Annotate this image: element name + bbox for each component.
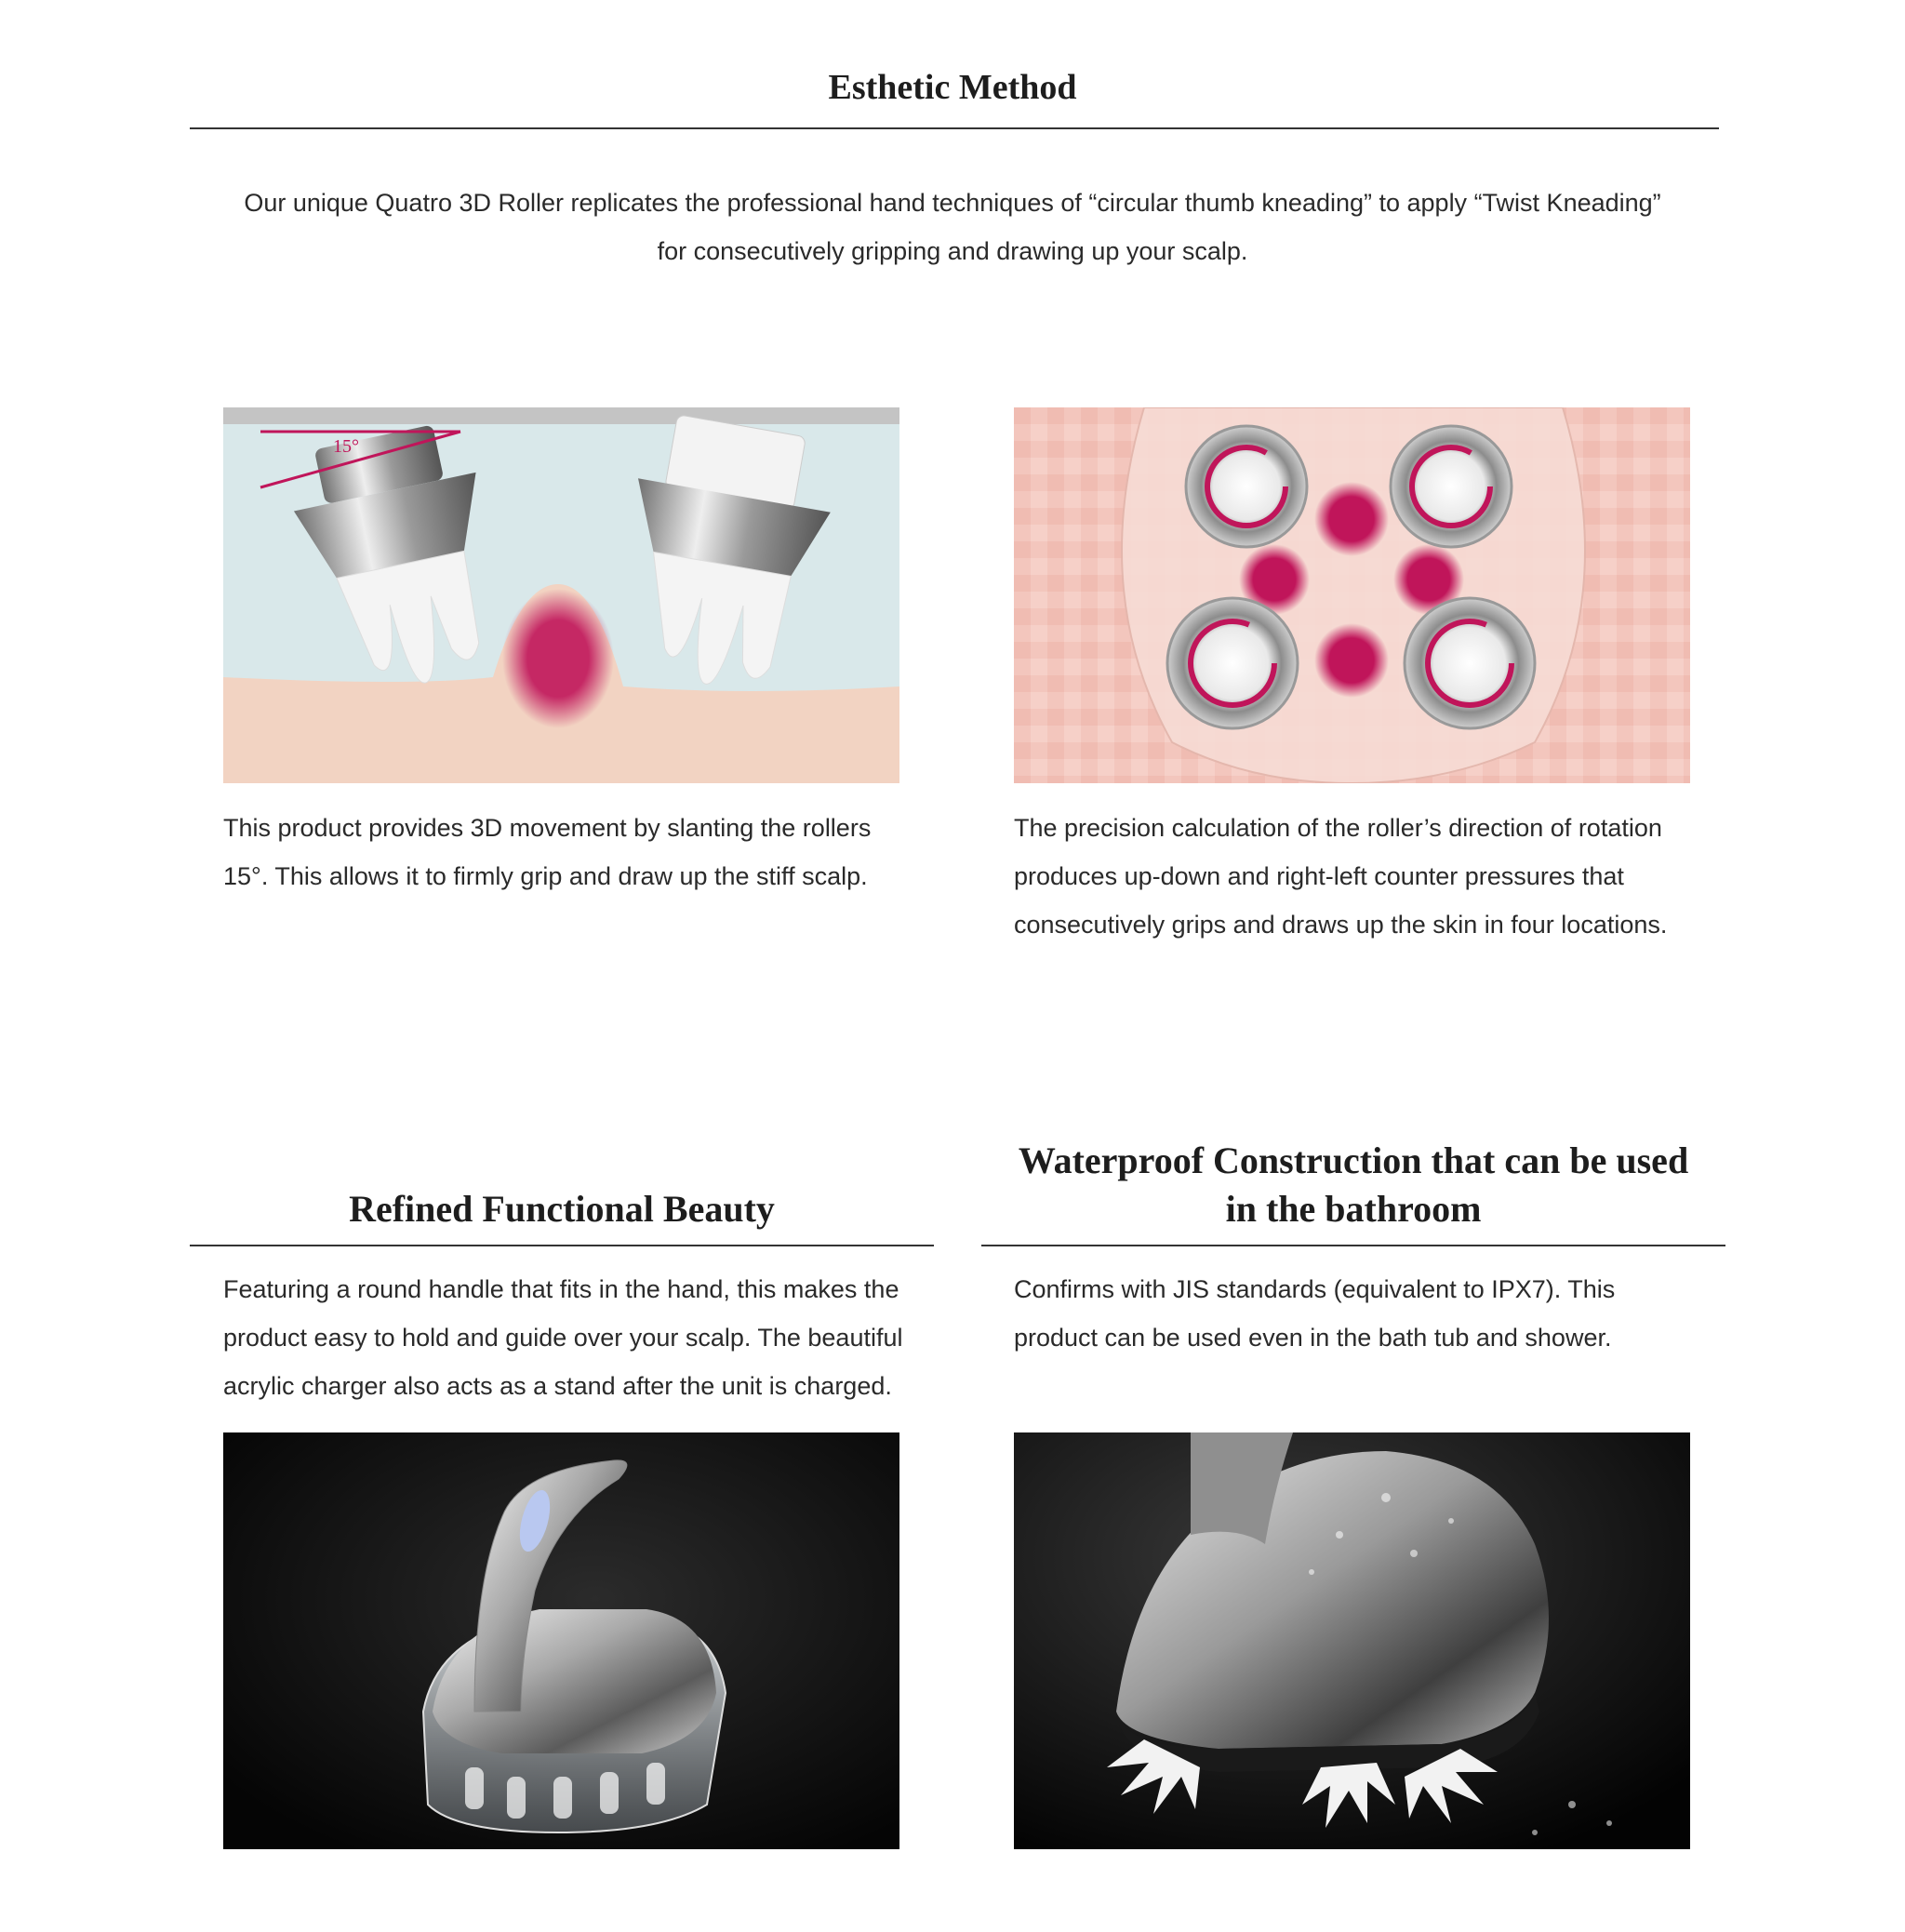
section-title-esthetic: Esthetic Method [828, 68, 1077, 107]
roller-angle-illustration [223, 407, 899, 783]
section-title-refined: Refined Functional Beauty [349, 1188, 775, 1230]
caption-line: 15°. This allows it to firmly grip and draw up the stiff scalp. [223, 862, 868, 890]
charger-product-photo [223, 1432, 899, 1849]
text-line: acrylic charger also acts as a stand after the unit is charged. [223, 1372, 892, 1400]
waterproof-product-photo [1014, 1432, 1690, 1849]
caption-line: consecutively grips and draws up the skin in four locations. [1014, 911, 1668, 939]
left-caption [223, 804, 930, 900]
refined-text [223, 1265, 930, 1410]
section-title-waterproof [981, 1137, 1725, 1233]
roller-rotation-illustration [1014, 407, 1690, 783]
waterproof-text [1014, 1265, 1721, 1362]
caption-line: This product provides 3D movement by slanting the rollers [223, 814, 872, 842]
title-line: Waterproof Construction that can be used [1018, 1139, 1689, 1181]
title-line: in the bathroom [1225, 1188, 1482, 1230]
divider [981, 1245, 1725, 1246]
text-line: Confirms with JIS standards (equivalent to IPX7). This [1014, 1275, 1616, 1303]
text-line: product easy to hold and guide over your scalp. The beautiful [223, 1324, 903, 1352]
text-line: product can be used even in the bath tub and shower. [1014, 1324, 1612, 1352]
right-caption [1014, 804, 1721, 949]
divider [190, 1245, 934, 1246]
divider [190, 127, 1719, 129]
intro-line: for consecutively gripping and drawing up your scalp. [657, 237, 1248, 265]
caption-line: produces up-down and right-left counter pressures that [1014, 862, 1624, 890]
intro-text [186, 179, 1719, 275]
intro-line: Our unique Quatro 3D Roller replicates the professional hand techniques of “circular thumb kneading” to apply “Twist Kneading” [244, 189, 1661, 217]
angle-label: 15° [333, 436, 359, 457]
text-line: Featuring a round handle that fits in the hand, this makes the [223, 1275, 899, 1303]
caption-line: The precision calculation of the roller’s direction of rotation [1014, 814, 1662, 842]
